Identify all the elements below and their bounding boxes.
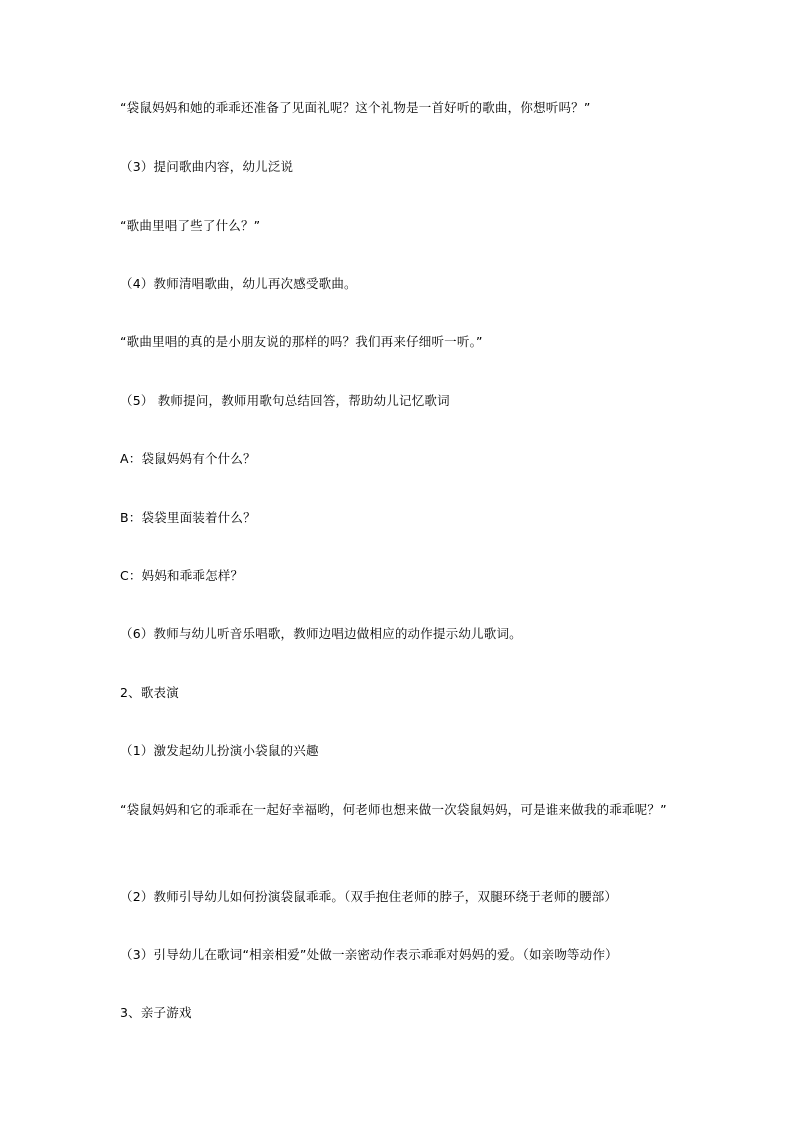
paragraph-step-6: （6）教师与幼儿听音乐唱歌，教师边唱边做相应的动作提示幼儿歌词。	[120, 626, 522, 641]
paragraph-performance-step-3: （3）引导幼儿在歌词“相亲相爱”处做一亲密动作表示乖乖对妈妈的爱。（如亲吻等动作）	[120, 947, 618, 962]
paragraph-performance-step-2: （2）教师引导幼儿如何扮演袋鼠乖乖。（双手抱住老师的脖子，双腿环绕于老师的腰部）	[120, 889, 618, 904]
paragraph-step-5: （5） 教师提问，教师用歌句总结回答，帮助幼儿记忆歌词	[120, 393, 450, 408]
paragraph-gift-intro: “袋鼠妈妈和她的乖乖还准备了见面礼呢？这个礼物是一首好听的歌曲，你想听吗？”	[120, 100, 591, 115]
paragraph-step-4: （4）教师清唱歌曲，幼儿再次感受歌曲。	[120, 276, 357, 291]
section-heading-parent-child-game: 3、亲子游戏	[120, 1005, 192, 1020]
paragraph-teacher-role: “袋鼠妈妈和它的乖乖在一起好幸福哟，何老师也想来做一次袋鼠妈妈，可是谁来做我的乖乖呢？”	[120, 802, 667, 817]
paragraph-listen-again: “歌曲里唱的真的是小朋友说的那样的吗？我们再来仔细听一听。”	[120, 334, 483, 349]
paragraph-performance-step-1: （1）激发起幼儿扮演小袋鼠的兴趣	[120, 743, 319, 758]
paragraph-question-a: A：袋鼠妈妈有个什么？	[120, 451, 256, 466]
paragraph-question-song: “歌曲里唱了些了什么？”	[120, 218, 261, 233]
section-heading-song-performance: 2、歌表演	[120, 685, 179, 700]
paragraph-question-c: C：妈妈和乖乖怎样？	[120, 568, 244, 583]
paragraph-step-3: （3）提问歌曲内容，幼儿泛说	[120, 159, 294, 174]
paragraph-question-b: B：袋袋里面装着什么？	[120, 510, 256, 525]
